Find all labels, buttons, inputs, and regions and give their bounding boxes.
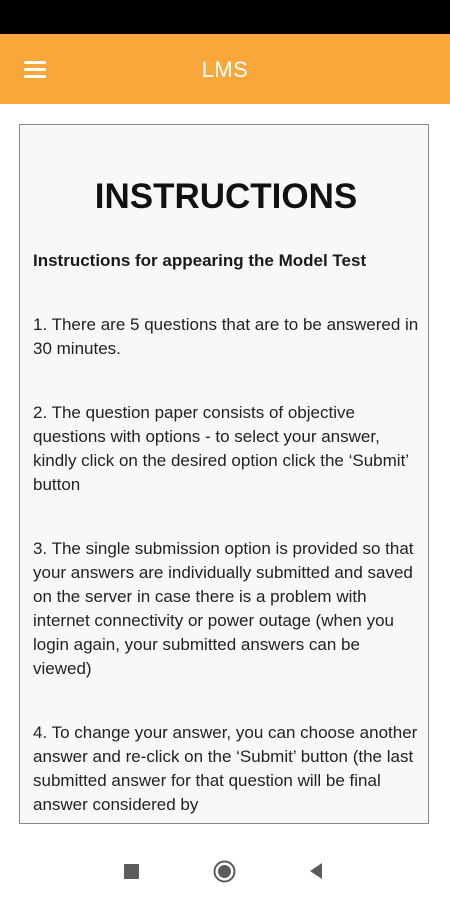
instructions-card	[19, 124, 429, 824]
circle-home-icon[interactable]	[213, 860, 236, 883]
instruction-item-4: 4. To change your answer, you can choose another answer and re-click on the ‘Submit’ button (the last submitted answer for that question will be final answer considered by	[33, 723, 418, 814]
instruction-item-1: 1. There are 5 questions that are to be answered in 30 minutes.	[33, 315, 419, 358]
instructions-text-block	[33, 125, 419, 817]
square-recents-icon[interactable]	[124, 864, 139, 879]
instructions-subheading: Instructions for appearing the Model Test	[33, 251, 367, 270]
app-title: LMS	[201, 57, 249, 82]
system-navigation-bar	[0, 842, 450, 900]
triangle-back-icon[interactable]	[307, 861, 325, 881]
instructions-heading: INSTRUCTIONS	[94, 177, 358, 216]
status-bar	[0, 0, 450, 34]
instruction-item-3: 3. The single submission option is provided so that your answers are individually submitted and saved on the server in case there is a problem with internet connectivity or power outage (when you login again, your submitted answers can be viewed)	[33, 539, 414, 678]
instruction-item-2: 2. The question paper consists of objective questions with options - to select your answer, kindly click on the desired option click the ‘Submit’ button	[33, 403, 409, 494]
app-bar	[0, 34, 450, 104]
content-area[interactable]	[0, 104, 450, 842]
